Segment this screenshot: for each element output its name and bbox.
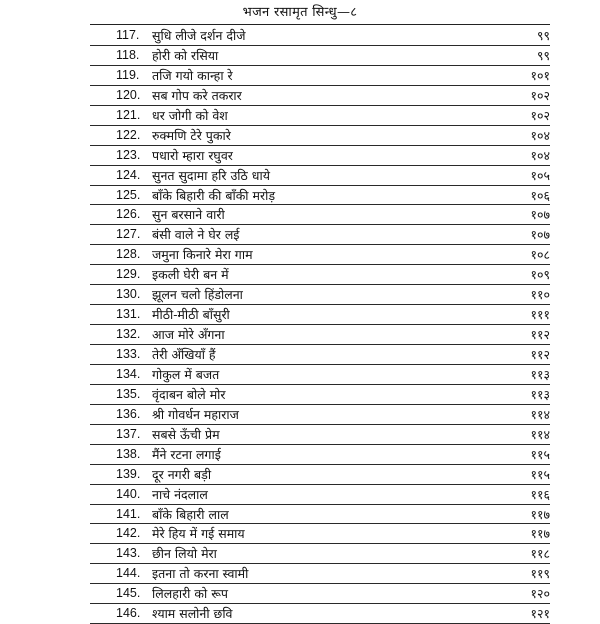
entry-number: 142. xyxy=(116,526,141,541)
entry-page-number: १०४ xyxy=(530,147,550,163)
entry-title: सुधि लीजे दर्शन दीजे xyxy=(152,28,246,43)
entry-number: 134. xyxy=(116,366,141,381)
entry-page-number: ११२ xyxy=(530,327,550,343)
table-of-contents xyxy=(90,26,550,624)
toc-row xyxy=(90,305,550,325)
entry-title: पधारो म्हारा रघुवर xyxy=(152,147,233,163)
toc-row xyxy=(90,524,550,544)
entry-number: 121. xyxy=(116,107,141,122)
toc-row xyxy=(90,544,550,564)
toc-row xyxy=(90,445,550,465)
entry-number: 136. xyxy=(116,406,141,421)
entry-title: होरी को रसिया xyxy=(152,47,219,63)
entry-number: 119. xyxy=(116,67,140,82)
toc-row xyxy=(90,425,550,445)
entry-number: 137. xyxy=(116,426,141,441)
toc-row xyxy=(90,564,550,584)
entry-title: रुक्मणि टेरे पुकारे xyxy=(152,127,231,143)
toc-row xyxy=(90,345,550,365)
entry-page-number: ११० xyxy=(530,287,550,303)
entry-number: 127. xyxy=(116,227,141,242)
entry-page-number: ११२ xyxy=(530,347,550,362)
entry-page-number: ११७ xyxy=(530,506,550,522)
entry-title: झूलन चलो हिंडोलना xyxy=(152,287,243,303)
entry-title: इतना तो करना स्वामी xyxy=(152,566,249,582)
entry-page-number: १०२ xyxy=(530,107,550,123)
entry-title: इकली घेरी बन में xyxy=(152,267,229,283)
entry-page-number: ९९ xyxy=(536,28,550,43)
toc-row xyxy=(90,86,550,106)
entry-page-number: १०४ xyxy=(530,127,550,143)
page-header: भजन रसामृत सिन्धु—८ xyxy=(242,5,358,20)
toc-row xyxy=(90,325,550,345)
toc-row xyxy=(90,146,550,166)
entry-page-number: १०९ xyxy=(530,267,550,283)
toc-row xyxy=(90,166,550,186)
entry-number: 133. xyxy=(116,347,141,361)
entry-title: वृंदाबन बोले मोर xyxy=(152,386,226,402)
entry-page-number: ११५ xyxy=(530,446,550,462)
entry-page-number: १११ xyxy=(530,307,550,323)
entry-number: 138. xyxy=(116,446,141,461)
entry-title: सुन बरसाने वारी xyxy=(152,207,225,223)
entry-page-number: १२० xyxy=(530,586,550,602)
entry-title: तेरी अँखियाँ हैं xyxy=(152,347,216,362)
entry-page-number: ११४ xyxy=(530,426,550,442)
toc-row xyxy=(90,485,550,505)
entry-title: तजि गयो कान्हा रे xyxy=(152,67,233,83)
toc-row xyxy=(90,285,550,305)
entry-title: जमुना किनारे मेरा गाम xyxy=(152,247,253,263)
entry-number: 120. xyxy=(116,87,141,102)
entry-title: आज मोरे अँगना xyxy=(152,327,225,343)
entry-page-number: ११८ xyxy=(530,546,550,562)
entry-title: लिलहारी को रूप xyxy=(152,586,229,602)
entry-number: 140. xyxy=(116,486,141,501)
entry-page-number: ११९ xyxy=(530,566,550,582)
entry-number: 146. xyxy=(116,606,141,621)
entry-number: 132. xyxy=(116,327,141,342)
toc-row xyxy=(90,365,550,385)
entry-page-number: १०७ xyxy=(530,227,550,243)
entry-title: छीन लियो मेरा xyxy=(152,546,217,562)
toc-row xyxy=(90,604,550,624)
entry-title: धर जोगी को वेश xyxy=(152,107,228,123)
toc-row xyxy=(90,66,550,86)
toc-row xyxy=(90,46,550,66)
toc-row xyxy=(90,106,550,126)
toc-row xyxy=(90,225,550,245)
header-rule xyxy=(90,24,550,25)
entry-title: मीठी-मीठी बाँसुरी xyxy=(152,307,230,323)
toc-row xyxy=(90,126,550,146)
entry-title: श्री गोवर्धन महाराज xyxy=(152,406,239,422)
toc-row xyxy=(90,385,550,405)
toc-row xyxy=(90,465,550,485)
entry-number: 129. xyxy=(116,267,141,282)
entry-title: सब गोप करे तकरार xyxy=(152,87,242,103)
entry-number: 124. xyxy=(116,167,141,182)
entry-number: 128. xyxy=(116,247,141,262)
entry-number: 126. xyxy=(116,207,141,222)
entry-number: 123. xyxy=(116,147,141,162)
entry-page-number: ११४ xyxy=(530,406,550,422)
entry-number: 131. xyxy=(116,307,141,322)
entry-number: 145. xyxy=(116,586,141,601)
entry-page-number: ११३ xyxy=(530,366,550,382)
toc-row xyxy=(90,505,550,525)
entry-number: 144. xyxy=(116,566,141,581)
entry-title: बंसी वाले ने घेर लई xyxy=(152,227,240,243)
entry-title: दूर नगरी बड़ी xyxy=(152,466,212,482)
entry-title: नाचे नंदलाल xyxy=(152,486,208,502)
entry-page-number: १०६ xyxy=(530,187,550,203)
entry-number: 143. xyxy=(116,546,141,561)
entry-title: श्याम सलोनी छवि xyxy=(152,606,233,622)
entry-page-number: ११७ xyxy=(530,526,550,542)
entry-page-number: १०५ xyxy=(530,167,550,183)
entry-title: सुनत सुदामा हरि उठि धाये xyxy=(152,167,270,183)
entry-title: गोकुल में बजत xyxy=(152,366,220,382)
entry-title: बाँके बिहारी लाल xyxy=(152,506,229,522)
toc-row xyxy=(90,265,550,285)
entry-number: 141. xyxy=(116,506,141,521)
entry-page-number: ९९ xyxy=(536,47,550,63)
entry-title: मेरे हिय में गई समाय xyxy=(152,526,245,542)
entry-page-number: ११३ xyxy=(530,386,550,402)
entry-page-number: ११६ xyxy=(530,486,550,502)
toc-row xyxy=(90,245,550,265)
entry-page-number: १०७ xyxy=(530,207,550,223)
toc-row xyxy=(90,186,550,206)
entry-title: बाँके बिहारी की बाँकी मरोड़ xyxy=(152,187,276,203)
entry-number: 125. xyxy=(116,187,141,202)
entry-title: मैंने रटना लगाई xyxy=(152,446,221,462)
entry-number: 130. xyxy=(116,287,141,302)
entry-number: 139. xyxy=(116,466,141,481)
entry-title: सबसे ऊँची प्रेम xyxy=(152,426,220,442)
entry-page-number: १०८ xyxy=(530,247,550,263)
toc-row xyxy=(90,205,550,225)
entry-page-number: १२१ xyxy=(530,606,550,622)
entry-number: 118. xyxy=(116,47,140,62)
toc-row xyxy=(90,26,550,46)
entry-number: 122. xyxy=(116,127,141,142)
entry-number: 117. xyxy=(116,28,140,42)
toc-row xyxy=(90,584,550,604)
entry-page-number: ११५ xyxy=(530,466,550,482)
entry-page-number: १०२ xyxy=(530,87,550,103)
entry-page-number: १०१ xyxy=(530,67,550,83)
toc-row xyxy=(90,405,550,425)
entry-number: 135. xyxy=(116,386,141,401)
